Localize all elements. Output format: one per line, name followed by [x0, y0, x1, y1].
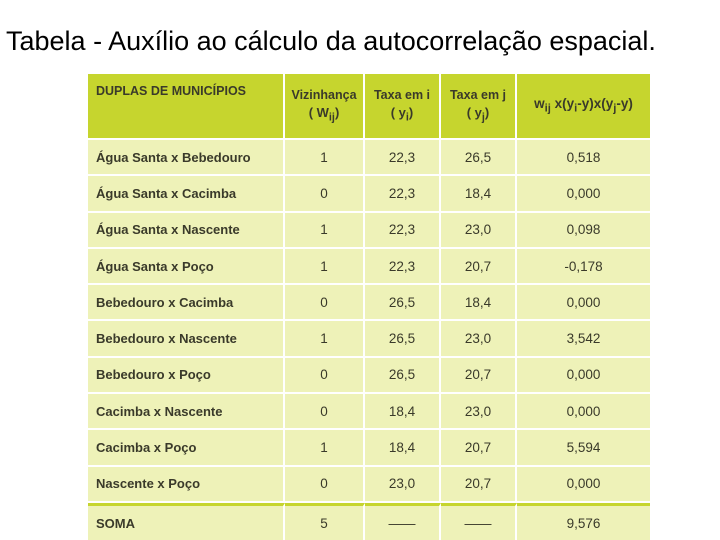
header-rate-j — [441, 74, 517, 140]
cell-rate-i: 22,3 — [365, 213, 441, 249]
data-table — [88, 74, 650, 540]
cell-rate-j: 23,0 — [441, 394, 517, 430]
cell-neighborhood: 0 — [285, 394, 365, 430]
cell-pair: Bebedouro x Cacimba — [88, 285, 285, 321]
cell-product: 0,000 — [517, 394, 650, 430]
cell-rate-j: 18,4 — [441, 285, 517, 321]
cell-product: 5,594 — [517, 430, 650, 466]
header-product-formula — [534, 96, 633, 115]
cell-pair: Cacimba x Nascente — [88, 394, 285, 430]
header-product-sub: ij — [544, 102, 551, 115]
header-neighborhood-close: ) — [334, 104, 340, 120]
table-row — [88, 140, 650, 176]
header-rate-j-sym: ( y — [466, 104, 482, 120]
cell-rate-i: 26,5 — [365, 358, 441, 394]
table-row — [88, 176, 650, 212]
cell-product: 0,000 — [517, 176, 650, 212]
sum-rate-i: —— — [365, 503, 441, 540]
cell-rate-j: 20,7 — [441, 430, 517, 466]
cell-pair: Cacimba x Poço — [88, 430, 285, 466]
header-neighborhood — [285, 74, 365, 140]
header-rate-i-sym: ( y — [390, 104, 406, 120]
table-body — [88, 140, 650, 540]
cell-neighborhood: 0 — [285, 358, 365, 394]
header-product-rest: x(y — [550, 96, 575, 112]
cell-rate-i: 23,0 — [365, 467, 441, 503]
header-neighborhood-symbol — [308, 104, 340, 124]
cell-pair: Água Santa x Bebedouro — [88, 140, 285, 176]
header-product-rest2: -y)x(y — [577, 96, 614, 112]
cell-product: 0,518 — [517, 140, 650, 176]
header-rate-j-symbol — [466, 104, 490, 124]
cell-rate-j: 26,5 — [441, 140, 517, 176]
cell-neighborhood: 0 — [285, 176, 365, 212]
header-neighborhood-label: Vizinhança — [291, 87, 357, 102]
table-row — [88, 249, 650, 285]
cell-rate-i: 22,3 — [365, 249, 441, 285]
cell-rate-j: 18,4 — [441, 176, 517, 212]
cell-rate-j: 20,7 — [441, 358, 517, 394]
cell-pair: Água Santa x Cacimba — [88, 176, 285, 212]
cell-product: 0,098 — [517, 213, 650, 249]
cell-neighborhood: 1 — [285, 249, 365, 285]
header-rate-j-sub: j — [481, 111, 485, 124]
header-row — [88, 74, 650, 140]
header-pairs: DUPLAS DE MUNICÍPIOS — [88, 74, 285, 140]
header-rate-i-close: ) — [408, 104, 414, 120]
cell-pair: Nascente x Poço — [88, 467, 285, 503]
cell-product: 3,542 — [517, 321, 650, 357]
header-rate-i — [365, 74, 441, 140]
cell-neighborhood: 0 — [285, 467, 365, 503]
cell-rate-i: 22,3 — [365, 176, 441, 212]
cell-product: 0,000 — [517, 285, 650, 321]
cell-pair: Água Santa x Poço — [88, 249, 285, 285]
cell-rate-i: 22,3 — [365, 140, 441, 176]
cell-rate-j: 20,7 — [441, 249, 517, 285]
table-row — [88, 321, 650, 357]
cell-product: 0,000 — [517, 358, 650, 394]
table-row — [88, 430, 650, 466]
table-row — [88, 285, 650, 321]
cell-neighborhood: 0 — [285, 285, 365, 321]
cell-neighborhood: 1 — [285, 213, 365, 249]
cell-neighborhood: 1 — [285, 321, 365, 357]
cell-rate-j: 23,0 — [441, 321, 517, 357]
cell-product: 0,000 — [517, 467, 650, 503]
sum-label: SOMA — [88, 503, 285, 540]
cell-neighborhood: 1 — [285, 430, 365, 466]
cell-rate-i: 18,4 — [365, 394, 441, 430]
header-rate-j-close: ) — [484, 104, 490, 120]
sum-product: 9,576 — [517, 503, 650, 540]
autocorrelation-table — [88, 74, 650, 540]
page-title: Tabela - Auxílio ao cálculo da autocorrelação espacial. — [6, 26, 656, 56]
cell-rate-i: 18,4 — [365, 430, 441, 466]
header-rate-i-sub: i — [405, 111, 409, 124]
cell-rate-j: 23,0 — [441, 213, 517, 249]
header-product-rest3: -y) — [616, 96, 633, 112]
table-row — [88, 467, 650, 503]
sum-rate-j: —— — [441, 503, 517, 540]
table-row — [88, 394, 650, 430]
header-product-w: w — [534, 96, 545, 112]
header-rate-i-symbol — [390, 104, 414, 124]
header-rate-j-label: Taxa em j — [449, 87, 507, 102]
cell-pair: Bebedouro x Poço — [88, 358, 285, 394]
header-product-sub2: i — [574, 102, 578, 115]
cell-rate-i: 26,5 — [365, 285, 441, 321]
cell-pair: Água Santa x Nascente — [88, 213, 285, 249]
cell-rate-j: 20,7 — [441, 467, 517, 503]
header-neighborhood-sym: ( W — [308, 104, 329, 120]
header-rate-i-label: Taxa em i — [373, 87, 431, 102]
cell-product: -0,178 — [517, 249, 650, 285]
header-product — [517, 74, 650, 140]
header-product-sub3: j — [613, 102, 617, 115]
table-row — [88, 213, 650, 249]
sum-row — [88, 503, 650, 540]
cell-pair: Bebedouro x Nascente — [88, 321, 285, 357]
sum-neighborhood: 5 — [285, 503, 365, 540]
cell-rate-i: 26,5 — [365, 321, 441, 357]
header-neighborhood-sub: ij — [328, 111, 335, 124]
table-row — [88, 358, 650, 394]
cell-neighborhood: 1 — [285, 140, 365, 176]
